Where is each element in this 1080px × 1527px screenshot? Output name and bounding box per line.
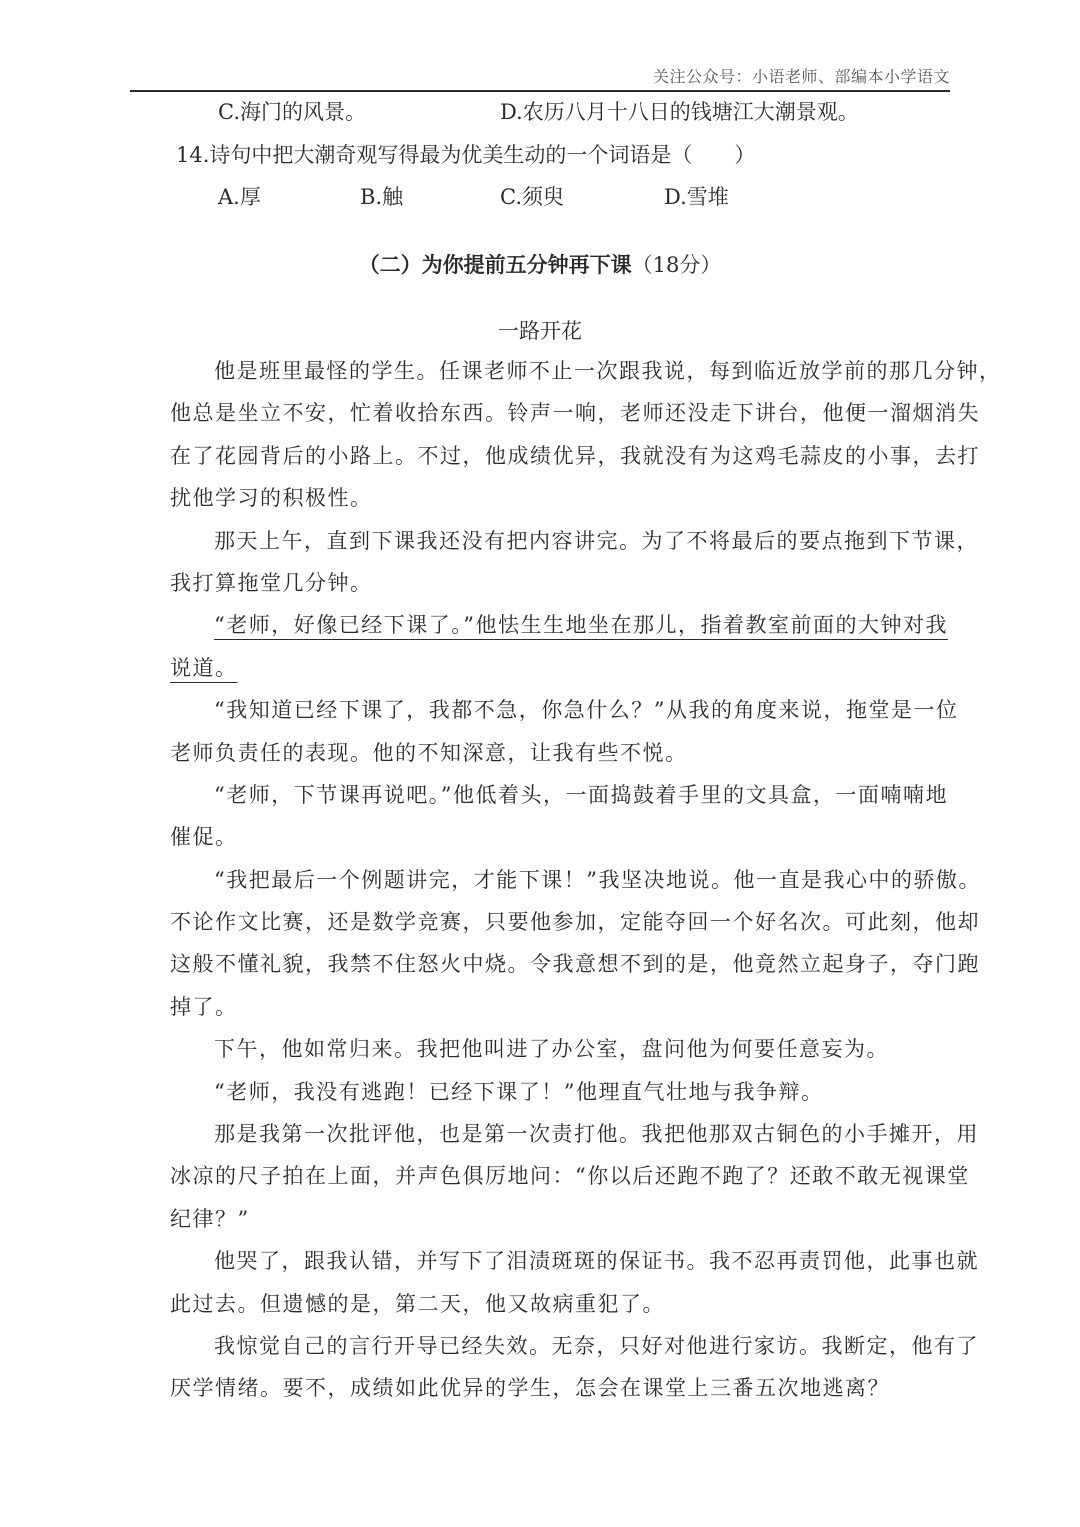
passage-line: 那是我第一次批评他，也是第一次责打他。我把他那双古铜色的小手摊开，用: [214, 1122, 979, 1147]
passage-line: 催促。: [170, 825, 238, 850]
passage-line: 这般不懂礼貌，我禁不住怒火中烧。令我意想不到的是，他竟然立起身子，夺门跑: [170, 952, 980, 977]
passage-line: 下午，他如常归来。我把他叫进了办公室，盘问他为何要任意妄为。: [214, 1037, 889, 1062]
story-title: 一路开花: [498, 319, 582, 343]
passage-line: 我惊觉自己的言行开导已经失效。无奈，只好对他进行家访。我断定，他有了: [214, 1333, 979, 1358]
passage-line-underlined: [170, 647, 960, 689]
passage-line: 厌学情绪。要不，成绩如此优异的学生，怎会在课堂上三番五次地逃离？: [170, 1376, 890, 1401]
underlined-sentence-part-2: 说道。: [170, 655, 238, 680]
option-c-13: C.海门的风景。: [218, 100, 366, 124]
passage-line: 他总是坐立不安，忙着收拾东西。铃声一响，老师还没走下讲台，他便一溜烟消失: [170, 401, 980, 426]
passage-line: 冰凉的尺子拍在上面，并声色俱厉地问：“你以后还跑不跑了？还敢不敢无视课堂: [170, 1164, 970, 1189]
passage-line: “我把最后一个例题讲完，才能下课！”我坚决地说。他一直是我心中的骄傲。: [214, 867, 981, 892]
passage-line: “我知道已经下课了，我都不急，你急什么？”从我的角度来说，拖堂是一位: [214, 698, 959, 723]
passage-line: 不论作文比赛，还是数学竞赛，只要他参加，定能夺回一个好名次。可此刻，他却: [170, 910, 980, 935]
passage-line-underlined: [170, 604, 960, 646]
question-14-option-b: B.触: [360, 185, 404, 209]
passage-line: 那天上午，直到下课我还没有把内容讲完。为了不将最后的要点拖到下节课，: [214, 528, 979, 553]
passage-line: 在了花园背后的小路上。不过，他成绩优异，我就没有为这鸡毛蒜皮的小事，去打: [170, 443, 980, 468]
section-title-text: （二）为你提前五分钟再下课: [358, 253, 632, 277]
passage-line: 他哭了，跟我认错，并写下了泪渍斑斑的保证书。我不忍再责罚他，此事也就: [214, 1249, 979, 1274]
underlined-sentence-part-1: “老师，好像已经下课了。”他怯生生地坐在那儿，指着教室前面的大钟对我: [214, 613, 948, 638]
question-14-option-a: A.厚: [218, 185, 261, 209]
passage-line: 掉了。: [170, 994, 238, 1019]
question-14-option-c: C.须臾: [500, 185, 564, 209]
header-watermark: 关注公众号：小语老师、部编本小学语文: [652, 67, 950, 86]
option-d-13: D.农历八月十八日的钱塘江大潮景观。: [500, 100, 859, 124]
passage-line: 老师负责任的表现。他的不知深意，让我有些不悦。: [170, 740, 688, 765]
passage-line: 他是班里最怪的学生。任课老师不止一次跟我说，每到临近放学前的那几分钟，: [214, 359, 1002, 383]
passage-line: “老师，下节课再说吧。”他低着头，一面捣鼓着手里的文具盒，一面喃喃地: [214, 782, 948, 807]
passage-line: 我打算拖堂几分钟。: [170, 570, 373, 595]
question-14-stem: 14.诗句中把大潮奇观写得最为优美生动的一个词语是（ ）: [176, 143, 756, 167]
passage-line: 扰他学习的积极性。: [170, 486, 373, 511]
question-14-option-d: D.雪堆: [664, 185, 729, 209]
story-passage: [170, 350, 1002, 1410]
passage-line: 此过去。但遗憾的是，第二天，他又故病重犯了。: [170, 1291, 665, 1316]
passage-line: “老师，我没有逃跑！已经下课了！”他理直气壮地与我争辩。: [214, 1079, 824, 1104]
section-score: （18分）: [631, 253, 722, 277]
passage-line: 纪律？”: [170, 1206, 250, 1231]
header-rule: [130, 90, 950, 92]
section-title: [0, 249, 1080, 279]
